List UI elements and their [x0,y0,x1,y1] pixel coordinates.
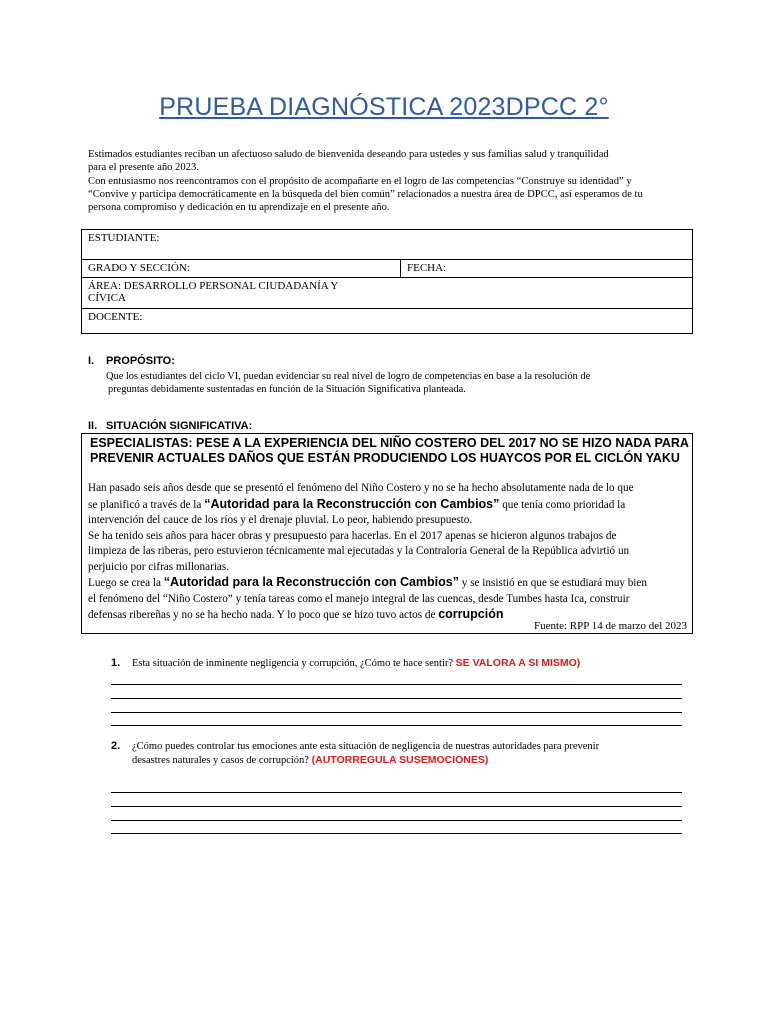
section-number: II. [88,420,98,432]
student-field[interactable]: ESTUDIANTE: [82,230,693,260]
situation-body [88,481,694,624]
body-line [88,497,694,514]
grade-field[interactable]: GRADO Y SECCIÓN: [82,260,401,278]
headline-line: ESPECIALISTAS: PESE A LA EXPERIENCIA DEL NIÑO COSTERO DEL 2017 NO SE HIZO NADA PARA [90,436,689,450]
competency-tag: (AUTORREGULA SUSEMOCIONES) [311,753,489,766]
intro-line: persona compromiso y dedicación en tu aprendizaje en el presente año. [88,202,390,214]
body-line: Han pasado seis años desde que se presentó el fenómeno del Niño Costero y no se ha hecho absolutamente nada de lo que [88,482,634,494]
purpose-line: Que los estudiantes del ciclo VI, puedan evidenciar su real nivel de logro de competencias en base a la resolución de [106,371,591,382]
emphasis-text: “Autoridad para la Reconstrucción con Cambios” [204,496,500,511]
body-line: intervención del cauce de los ríos y el drenaje pluvial. Lo peor, habiendo presupuesto. [88,514,473,526]
date-field[interactable]: FECHA: [401,260,693,278]
question-number: 1. [111,657,121,669]
answer-line[interactable] [111,820,682,821]
area-field [82,278,693,309]
intro-line: Con entusiasmo nos reencontramos con el propósito de acompañarte en el logro de las competencias “Construye su identidad” y [88,175,632,187]
section-heading: PROPÓSITO: [106,355,175,367]
intro-line: para el presente año 2023. [88,162,199,174]
intro-line: “Convive y participa democráticamente en la búsqueda del bien común” relacionados a nuestra área de DPCC, así esperamos de tu [88,188,643,200]
body-text: se planificó a través de la [88,498,205,511]
body-line: el fenómeno del “Niño Costero” y tenía tareas como el manejo integral de las cuencas, desde Tumbes hasta Ica, construir [88,592,630,605]
answer-line[interactable] [111,806,682,807]
question-1 [132,657,692,671]
question-text: Esta situación de inminente negligencia y corrupción, ¿Cómo te hace sentir? [132,658,456,669]
emphasis-text: “Autoridad para la Reconstrucción con Cambios” [163,575,459,589]
student-info-table [81,229,693,334]
situation-box [81,433,693,634]
body-line: Se ha tenido seis años para hacer obras y presupuesto para hacerlas. En el 2017 apenas se hicieron algunos trabajos de [88,529,617,542]
body-text: defensas ribereñas y no se ha hecho nada. Y lo poco que se hizo tuvo actos de [88,609,439,621]
emphasis-text: corrupción [438,607,504,621]
body-line: perjuicio por cifras millonarias. [88,560,230,573]
question-text: ¿Cómo puedes controlar tus emociones ante esta situación de negligencia de nuestras autoridades para prevenir [132,741,600,752]
question-2 [132,740,692,767]
question-text: desastres naturales y casos de corrupción? [132,754,312,766]
competency-tag: SE VALORA A SI MISMO) [455,657,581,669]
purpose-line: preguntas debidamente sustentadas en función de la Situación Significativa planteada. [108,384,466,395]
page-title: PRUEBA DIAGNÓSTICA 2023DPCC 2° [159,93,609,121]
purpose-text [106,370,696,396]
question-number: 2. [111,740,121,752]
situation-headline [90,436,690,466]
body-text: que tenía como prioridad la [499,498,626,511]
answer-line[interactable] [111,833,682,834]
teacher-field[interactable]: DOCENTE: [82,309,693,334]
area-line: CÍVICA [88,292,126,304]
answer-line[interactable] [111,698,682,699]
section-heading: SITUACIÓN SIGNIFICATIVA: [106,420,253,432]
question-text-line [132,754,692,768]
answer-line[interactable] [111,684,682,685]
intro-line: Estimados estudiantes reciban un afectuoso saludo de bienvenida deseando para ustedes y sus familias salud y tranquilidad [88,149,609,160]
answer-line[interactable] [111,712,682,713]
answer-line[interactable] [111,725,682,726]
answer-line[interactable] [111,792,682,793]
headline-line: PREVENIR ACTUALES DAÑOS QUE ESTÁN PRODUCIENDO LOS HUAYCOS POR EL CICLÓN YAKU [90,451,680,465]
source-citation: Fuente: RPP 14 de marzo del 2023 [534,620,687,632]
body-line: limpieza de las riberas, pero estuvieron técnicamente mal ejecutadas y la Contraloría General de la República advirtió un [88,545,630,557]
section-number: I. [88,355,95,367]
body-text: Luego se crea la [88,577,164,589]
intro-paragraph [88,148,693,214]
body-line [88,575,694,592]
body-text: y se insistió en que se estudiará muy bien [459,577,647,589]
area-line: ÁREA: DESARROLLO PERSONAL CIUDADANÍA Y [88,280,339,292]
